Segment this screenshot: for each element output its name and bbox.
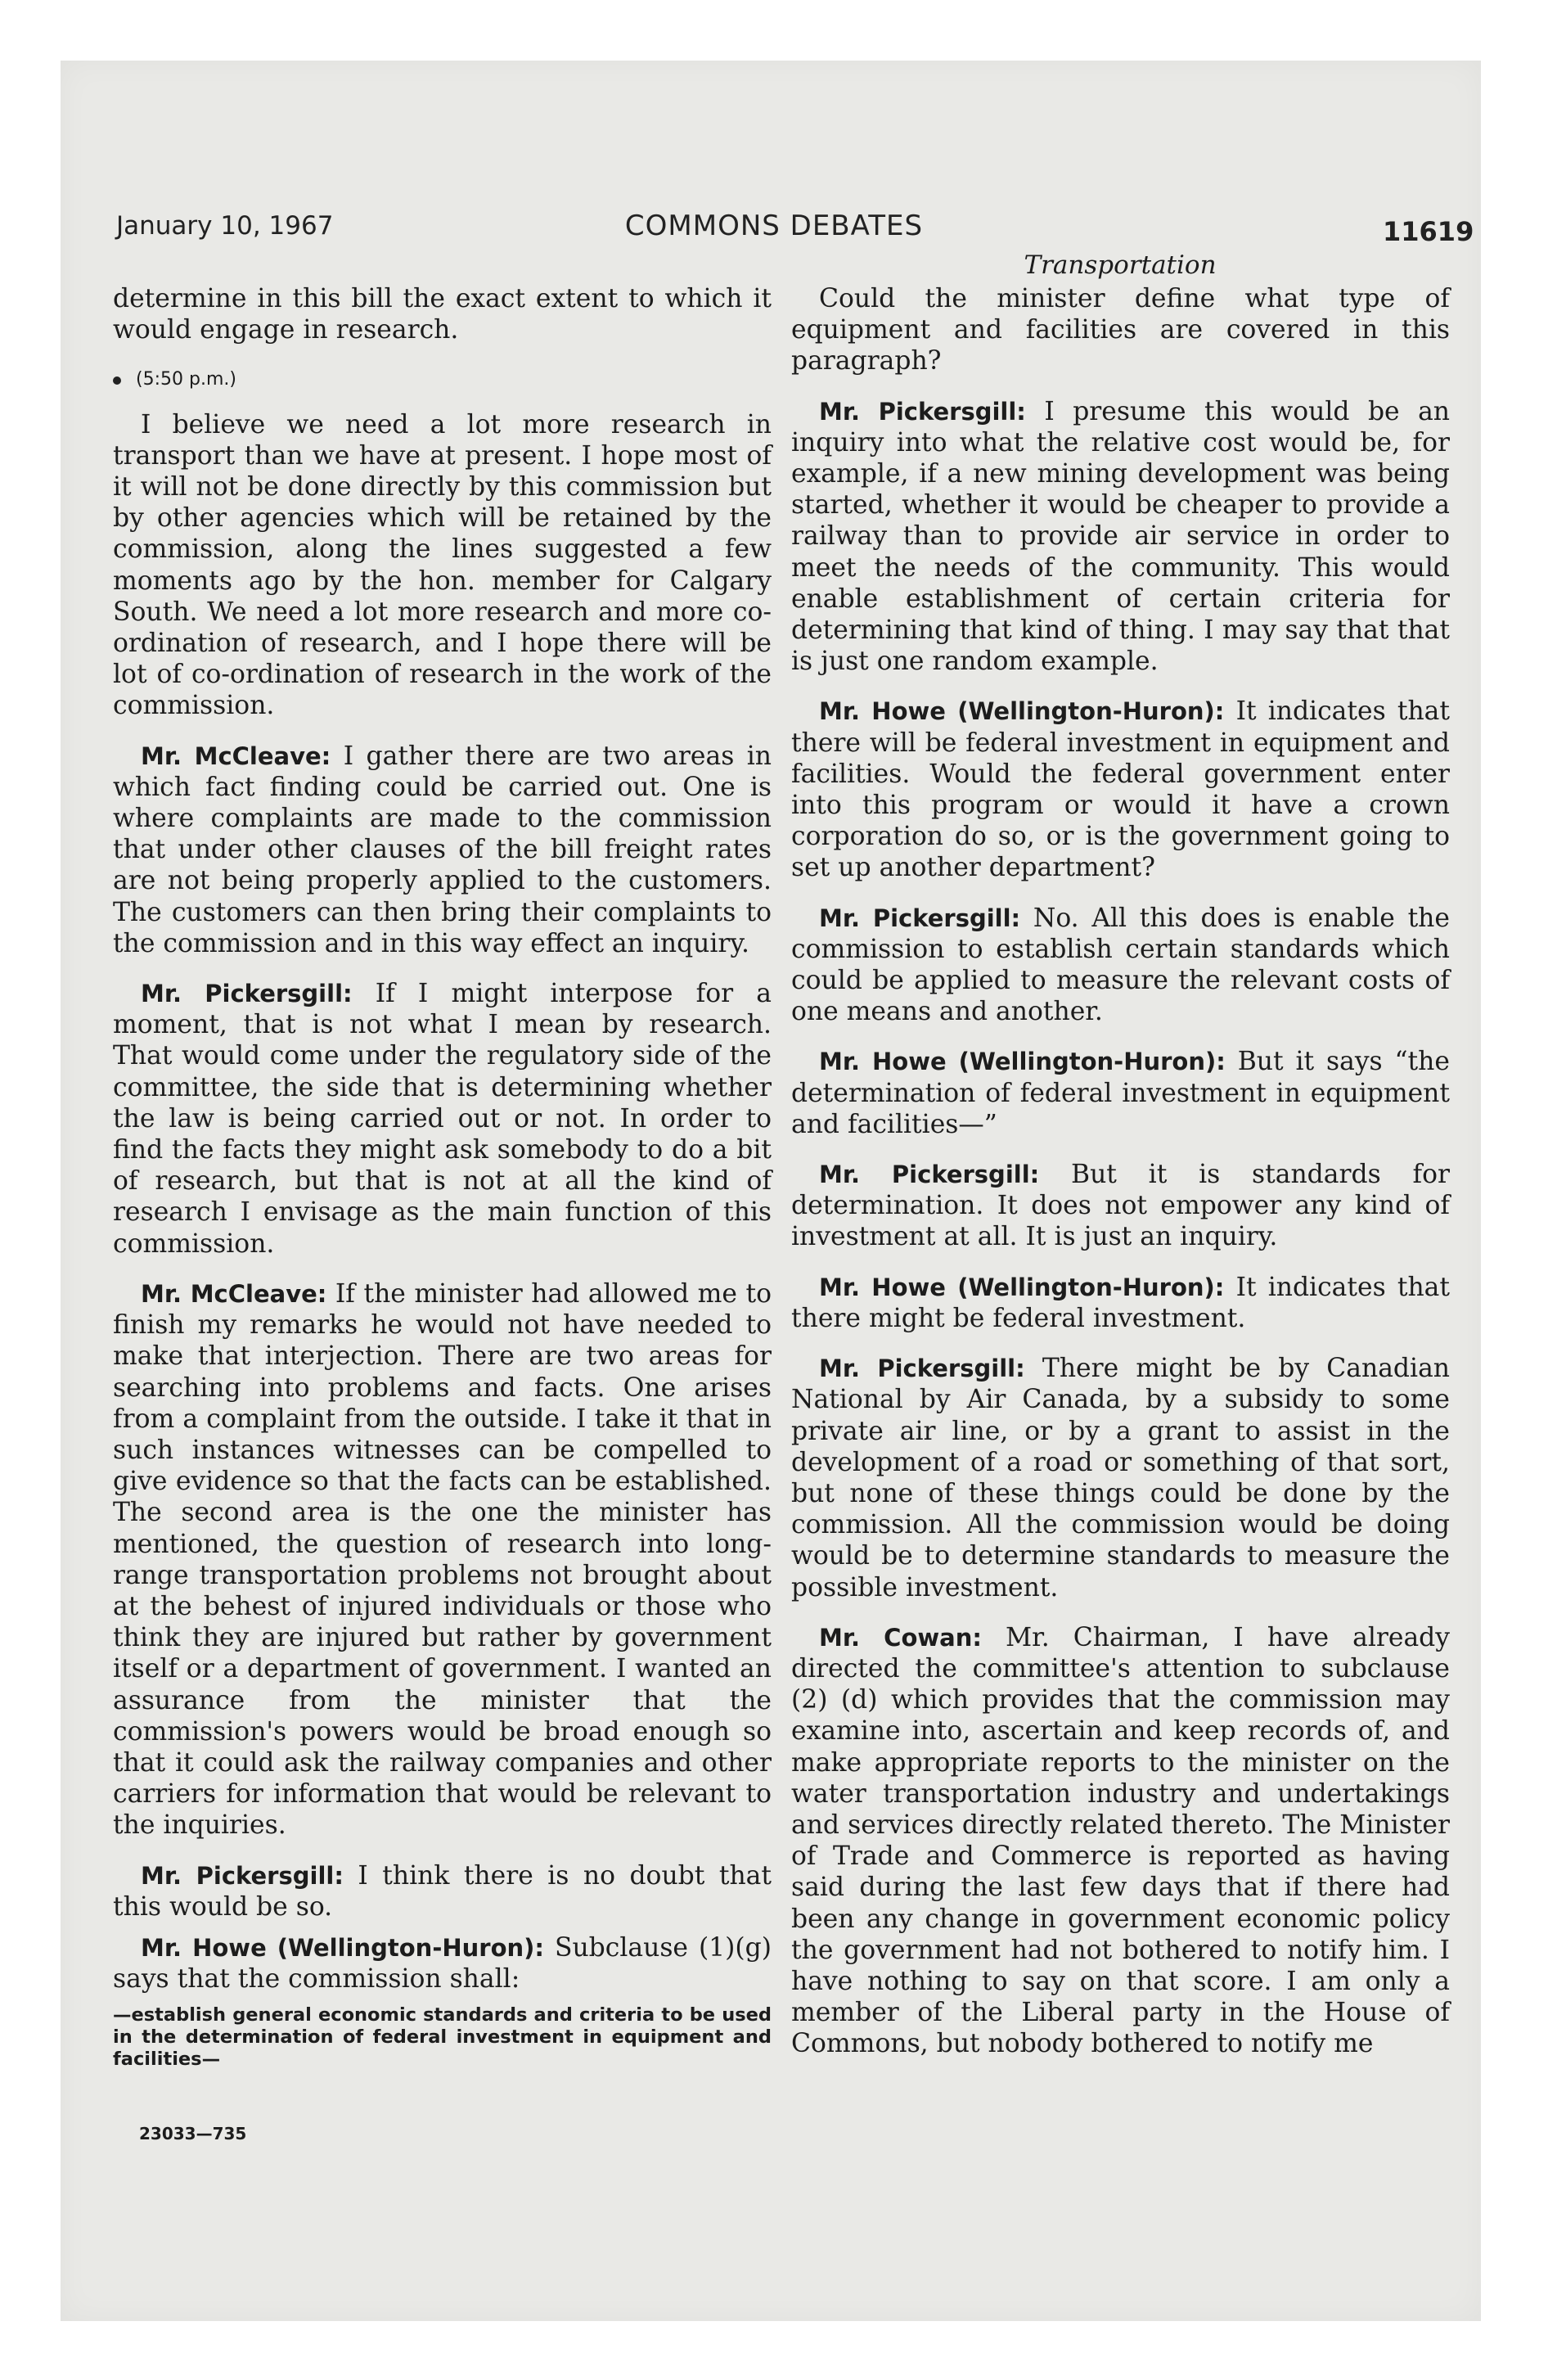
speaker-name: Mr. Howe (Wellington-Huron): (819, 697, 1225, 726)
speech (791, 903, 1450, 1028)
speech-text: Mr. Chairman, I have already directed the committee's attention to subclause (2) (d) which provides that the commission may examine into, ascertain and keep records of, and make appropriate reports to the minister on the water transportation industry and undertakings and services directly related thereto. The Minister of Trade and Commerce is reported as having said during the last few days that if there had been any change in government economic policy the government had not bothered to notify him. I have nothing to say on that score. I am only a member of the Liberal party in the House of Commons, but nobody bothered to notify me (791, 1622, 1450, 2059)
speech-text: There might be by Canadian National by Air Canada, by a subsidy to some private air line, or by a grant to assist in the development of a road or something of that sort, but none of these things could be done by the commission. All the commission would be doing would be to determine standards to measure the possible investment. (791, 1354, 1450, 1602)
speech-text: But it says “the determination of federal investment in equipment and facilities—” (791, 1047, 1450, 1139)
speech (791, 1046, 1450, 1140)
speech-text: It indicates that there will be federal investment in equipment and facilities. Would the federal government enter into this program or would it have a crown corporation do so, or is the government going to set up another department? (791, 696, 1450, 883)
speech-text: Subclause (1)(g) says that the commission shall: (113, 1932, 772, 1995)
speech-text: I think there is no doubt that this would be so. (113, 1860, 772, 1922)
speech (791, 1272, 1450, 1334)
speaker-name: Mr. McCleave: (141, 1279, 327, 1308)
speaker-name: Mr. Howe (Wellington-Huron): (819, 1273, 1225, 1301)
right-column (791, 283, 1450, 2079)
speech (791, 1353, 1450, 1603)
time-stamp: (5:50 p.m.) (136, 369, 236, 390)
speech-text: I gather there are two areas in which fact finding could be carried out. One is where complaints are made to the commission that under other clauses of the bill freight rates are not being properly applied to the customers. The customers can then bring their complaints to the commission and in this way effect an inquiry. (113, 741, 772, 958)
speech-text: If the minister had allowed me to finish my remarks he would not have needed to make that interjection. There are two areas for searching into problems and facts. One arises from a complaint from the outside. I take it that in such instances witnesses can be compelled to give evidence so that the facts can be established. The second area is the one the minister has mentioned, the question of research into long-range transportation problems not brought about at the behest of injured individuals or those who think they are injured but rather by government itself or a department of government. I wanted an assurance from the minister that the commission's powers would be broad enough so that it could ask the railway companies and other carriers for information that would be relevant to the inquiries. (113, 1278, 772, 1841)
paragraph: determine in this bill the exact extent to which it would engage in research. (113, 284, 772, 345)
speech (791, 1622, 1450, 2060)
speech-text: If I might interpose for a moment, that is not what I mean by research. That would come under the regulatory side of the committee, the side that is determining whether the law is being carried out or not. In order to find the facts they might ask somebody to do a bit of research, but that is not at all the kind of research I envisage as the main function of this commission. (113, 979, 772, 1259)
time-marker (113, 364, 772, 395)
paragraph: I believe we need a lot more research in transport than we have at present. I hope most of it will not be done directly by this commission but by other agencies which will be retained by the commission, along the lines suggested a few moments ago by the hon. member for Calgary South. We need a lot more research and more co-ordination of research, and I hope there will be lot of co-ordination of research in the work of the commission. (113, 409, 772, 721)
speaker-name: Mr. Pickersgill: (819, 1161, 1040, 1189)
speech (113, 978, 772, 1260)
speech (113, 1860, 772, 1922)
speaker-name: Mr. McCleave: (141, 741, 331, 770)
speech (113, 1278, 772, 1841)
speaker-name: Mr. Pickersgill: (819, 904, 1021, 932)
speaker-name: Mr. Pickersgill: (141, 1861, 344, 1890)
speaker-name: Mr. Cowan: (819, 1623, 982, 1652)
speech (791, 696, 1450, 883)
quoted-clause: —establish general economic standards and criteria to be used in the determination of federal investment in equipment and facilities— (113, 2004, 772, 2071)
speech (113, 1932, 772, 1995)
footer-code: 23033—735 (139, 2124, 247, 2143)
bullet-icon (113, 376, 121, 385)
speech (791, 1159, 1450, 1253)
page-number: 11619 (1383, 216, 1474, 247)
speech (791, 396, 1450, 678)
speaker-name: Mr. Pickersgill: (141, 980, 353, 1008)
speaker-name: Mr. Pickersgill: (819, 397, 1026, 426)
paragraph: Could the minister define what type of equipment and facilities are covered in this paragraph? (791, 284, 1450, 376)
speaker-name: Mr. Howe (Wellington-Huron): (141, 1933, 545, 1962)
speech-text: No. All this does is enable the commission to establish certain standards which could be applied to measure the relevant costs of one means and another. (791, 903, 1450, 1027)
page-date: January 10, 1967 (116, 211, 334, 241)
speech-text: I presume this would be an inquiry into what the relative cost would be, for example, if a new mining development was being started, whether it would be cheaper to provide a railway than to provide air service in order to meet the needs of the community. This would enable establishment of certain criteria for determining that kind of thing. I may say that that is just one random example. (791, 396, 1450, 677)
publication-title: COMMONS DEBATES (624, 210, 924, 242)
speech-text: It indicates that there might be federal investment. (791, 1272, 1450, 1333)
speech-text: But it is standards for determination. It does not empower any kind of investment at all. It is just an inquiry. (791, 1160, 1450, 1252)
speaker-name: Mr. Howe (Wellington-Huron): (819, 1048, 1226, 1076)
speaker-name: Mr. Pickersgill: (819, 1355, 1025, 1383)
left-column (113, 283, 772, 2089)
speech (113, 741, 772, 959)
section-title: Transportation (1024, 250, 1217, 280)
